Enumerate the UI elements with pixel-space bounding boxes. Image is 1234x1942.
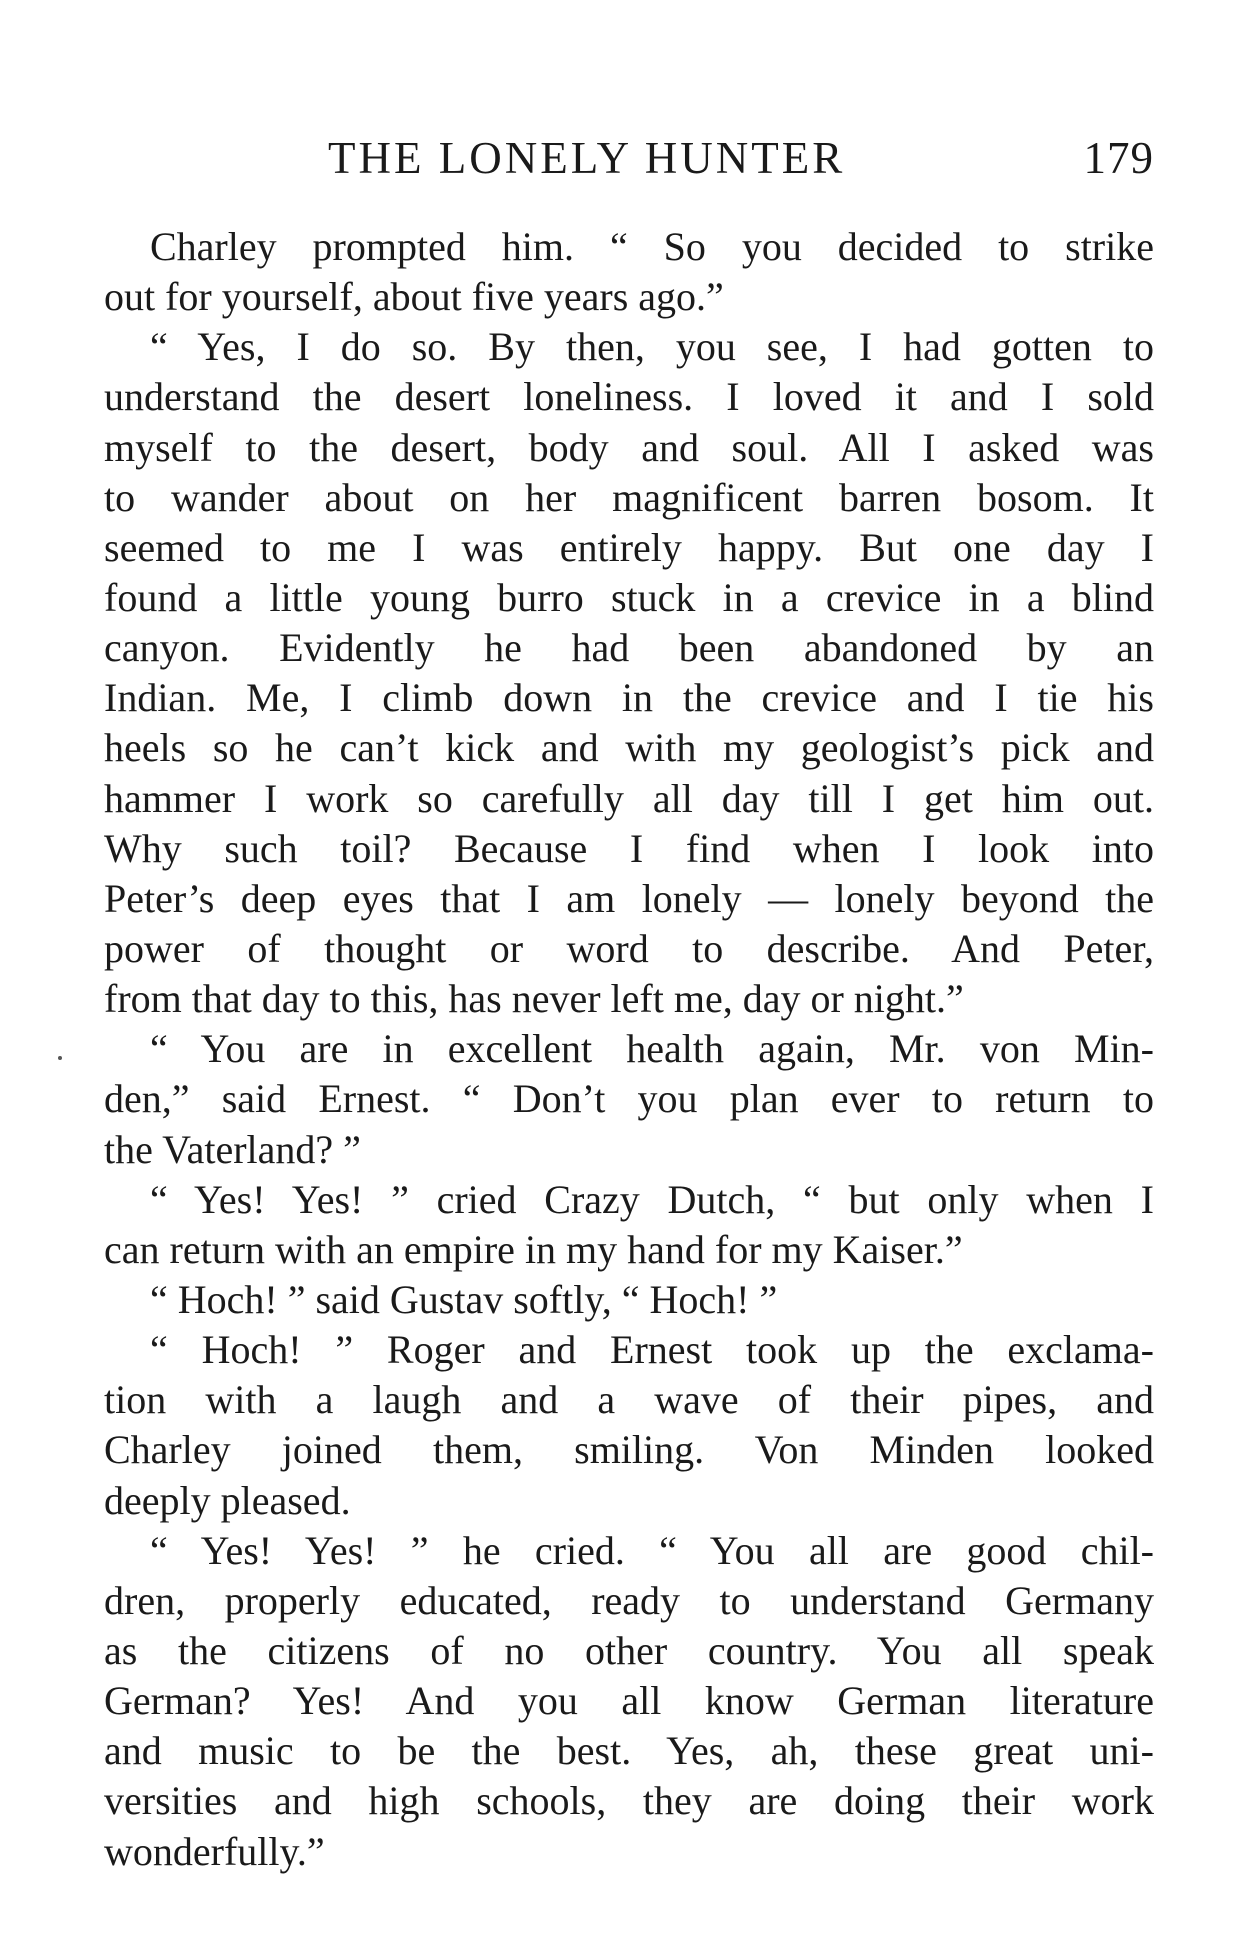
text-line: the Vaterland? ” xyxy=(104,1126,361,1172)
text-line: heels so he can’t kick and with my geologist’s pick and xyxy=(104,725,1154,771)
text-line: “ You are in excellent health again, Mr. von Min- xyxy=(150,1026,1154,1072)
text-line: deeply pleased. xyxy=(104,1477,351,1523)
text-line: to wander about on her magnificent barren bosom. It xyxy=(104,474,1154,520)
text-line: “ Yes! Yes! ” cried Crazy Dutch, “ but only when I xyxy=(150,1176,1154,1222)
running-head xyxy=(104,128,1154,188)
text-line: Charley joined them, smiling. Von Minden looked xyxy=(104,1427,1154,1473)
text-line: den,” said Ernest. “ Don’t you plan ever to return to xyxy=(104,1076,1154,1122)
text-line: Charley prompted him. “ So you decided to strike xyxy=(150,224,1154,269)
text-line: as the citizens of no other country. You all speak xyxy=(104,1627,1154,1673)
body-text xyxy=(104,222,1154,1877)
page-number: 179 xyxy=(1083,133,1154,183)
text-line: dren, properly educated, ready to understand Germany xyxy=(104,1577,1154,1623)
text-line: wonderfully.” xyxy=(104,1828,325,1874)
running-title: THE LONELY HUNTER xyxy=(328,133,846,183)
text-line: can return with an empire in my hand for my Kaiser.” xyxy=(104,1226,963,1272)
text-line: hammer I work so carefully all day till I get him out. xyxy=(104,775,1154,821)
text-line: understand the desert loneliness. I loved it and I sold xyxy=(104,374,1154,420)
text-line: “ Hoch! ” said Gustav softly, “ Hoch! ” xyxy=(150,1276,778,1322)
text-line: seemed to me I was entirely happy. But one day I xyxy=(104,524,1154,570)
text-line: German? Yes! And you all know German literature xyxy=(104,1678,1154,1724)
text-line: out for yourself, about five years ago.” xyxy=(104,274,724,320)
text-line: “ Hoch! ” Roger and Ernest took up the exclama- xyxy=(150,1327,1154,1373)
margin-speck xyxy=(58,1056,62,1060)
text-line: myself to the desert, body and soul. All I asked was xyxy=(104,424,1154,470)
text-line: versities and high schools, they are doing their work xyxy=(104,1778,1154,1824)
text-line: Indian. Me, I climb down in the crevice and I tie his xyxy=(104,675,1154,721)
text-line: canyon. Evidently he had been abandoned by an xyxy=(104,625,1154,671)
text-line: “ Yes, I do so. By then, you see, I had gotten to xyxy=(150,324,1154,370)
text-line: Peter’s deep eyes that I am lonely — lonely beyond the xyxy=(104,875,1154,921)
text-line: from that day to this, has never left me, day or night.” xyxy=(104,976,964,1022)
text-line: power of thought or word to describe. And Peter, xyxy=(104,925,1154,971)
text-line: and music to be the best. Yes, ah, these great uni- xyxy=(104,1728,1154,1774)
text-line: “ Yes! Yes! ” he cried. “ You all are good chil- xyxy=(150,1527,1154,1573)
text-line: found a little young burro stuck in a crevice in a blind xyxy=(104,574,1154,620)
text-line: Why such toil? Because I find when I look into xyxy=(104,825,1154,871)
text-line: tion with a laugh and a wave of their pipes, and xyxy=(104,1377,1154,1423)
